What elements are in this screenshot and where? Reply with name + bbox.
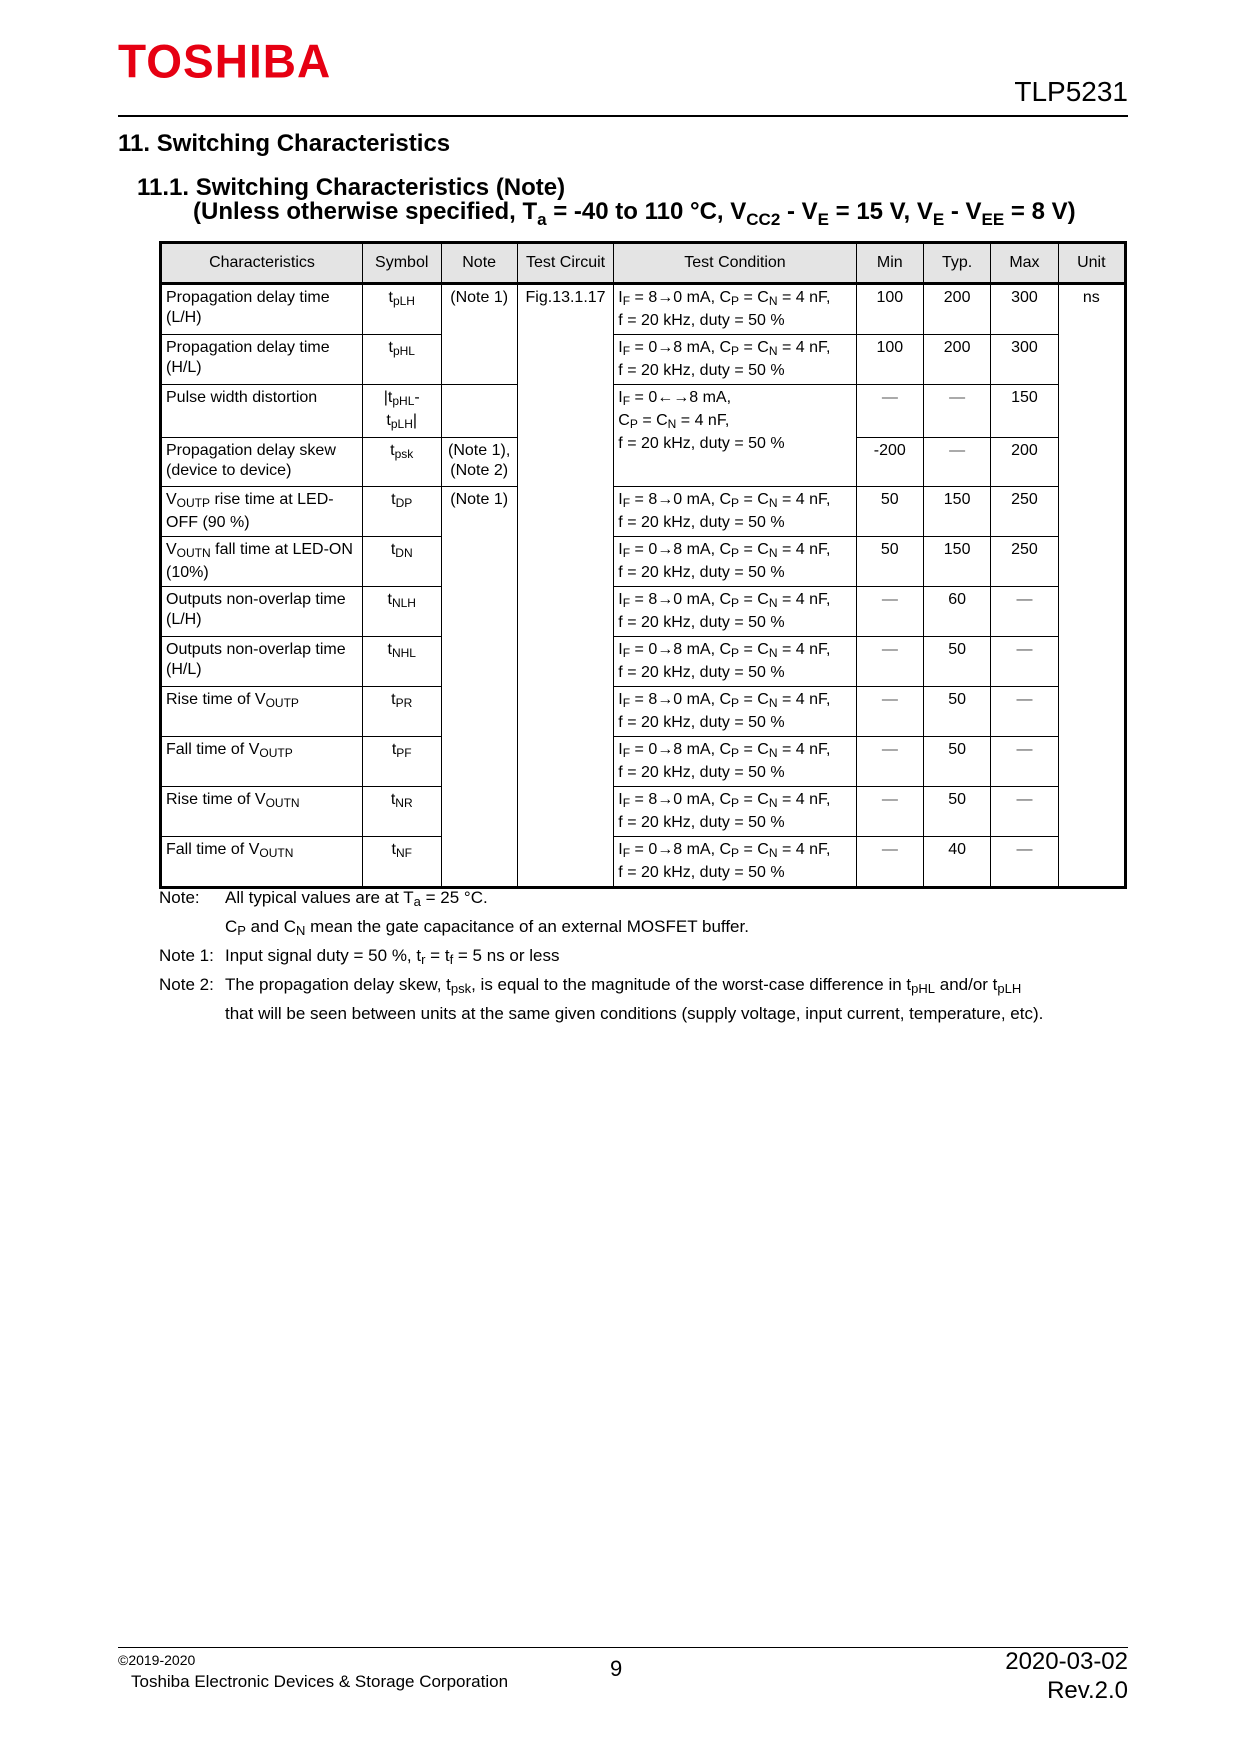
typ-cell: 150 xyxy=(923,487,990,537)
table-row xyxy=(161,687,1126,737)
unit-cell: ns xyxy=(1058,284,1125,888)
typ-cell: — xyxy=(923,438,990,487)
symbol-cell: tDN xyxy=(362,537,441,587)
note2-label: Note 2: xyxy=(159,975,214,994)
note-cell xyxy=(441,385,517,438)
note-text: All typical values are at Ta = 25 °C. xyxy=(225,888,488,909)
table-row xyxy=(161,737,1126,787)
min-cell: — xyxy=(856,787,923,837)
min-cell: — xyxy=(856,587,923,637)
table-row xyxy=(161,637,1126,687)
max-cell: — xyxy=(991,687,1058,737)
header-cell: Test Condition xyxy=(614,243,856,284)
table-row xyxy=(161,487,1126,537)
note-capacitance: CP and CN mean the gate capacitance of an external MOSFET buffer. xyxy=(225,917,749,938)
characteristic-cell: Propagation delay skew (device to device) xyxy=(161,438,363,487)
document-date: 2020-03-02 xyxy=(1005,1648,1128,1675)
symbol-cell: tDP xyxy=(362,487,441,537)
footer-divider xyxy=(118,1647,1128,1648)
table-row xyxy=(161,537,1126,587)
header-cell: Characteristics xyxy=(161,243,363,284)
characteristic-cell: Rise time of VOUTN xyxy=(161,787,363,837)
max-cell: 250 xyxy=(991,487,1058,537)
symbol-cell: tpsk xyxy=(362,438,441,487)
max-cell: — xyxy=(991,787,1058,837)
note-1 xyxy=(159,943,1127,972)
note-cell: (Note 1), (Note 2) xyxy=(441,438,517,487)
note1-label: Note 1: xyxy=(159,946,214,965)
symbol-cell: tNHL xyxy=(362,637,441,687)
symbol-cell: tNF xyxy=(362,837,441,888)
note-general xyxy=(159,885,1127,914)
note-cell: (Note 1) xyxy=(441,284,517,385)
max-cell: 150 xyxy=(991,385,1058,438)
header-cell: Symbol xyxy=(362,243,441,284)
notes-block xyxy=(159,885,1127,1026)
condition-line: (Unless otherwise specified, $T_a = -40$ to 110 °C, $V_{CC2} - V_E = 15$ V, $V_E - V_{EE} = 8$ V) xyxy=(193,198,1076,229)
typ-cell: 50 xyxy=(923,737,990,787)
min-cell: 100 xyxy=(856,284,923,335)
header-cell: Test Circuit xyxy=(517,243,614,284)
characteristic-cell: Propagation delay time (H/L) xyxy=(161,335,363,385)
note-2 xyxy=(159,972,1127,1026)
max-cell: 300 xyxy=(991,284,1058,335)
table-row xyxy=(161,587,1126,637)
min-cell: — xyxy=(856,737,923,787)
characteristic-cell: Fall time of VOUTN xyxy=(161,837,363,888)
min-cell: — xyxy=(856,687,923,737)
company-name: Toshiba Electronic Devices & Storage Corporation xyxy=(131,1672,509,1691)
symbol-cell: tNR xyxy=(362,787,441,837)
document-revision: Rev.2.0 xyxy=(1047,1677,1128,1704)
note-cell: (Note 1) xyxy=(441,487,517,888)
min-cell: — xyxy=(856,385,923,438)
characteristic-cell: VOUTP rise time at LED-OFF (90 %) xyxy=(161,487,363,537)
typ-cell: 50 xyxy=(923,687,990,737)
typ-cell: 60 xyxy=(923,587,990,637)
min-cell: 50 xyxy=(856,537,923,587)
page-number: 9 xyxy=(610,1656,623,1681)
table-row xyxy=(161,335,1126,385)
characteristic-cell: Outputs non-overlap time (H/L) xyxy=(161,637,363,687)
max-cell: 200 xyxy=(991,438,1058,487)
toshiba-logo: TOSHIBA xyxy=(118,34,332,88)
header-cell: Max xyxy=(991,243,1058,284)
characteristic-cell: Fall time of VOUTP xyxy=(161,737,363,787)
test-condition-cell: IF = 0→8 mA, CP = CN = 4 nF, f = 20 kHz, duty = 50 % xyxy=(614,537,856,587)
characteristic-cell: Rise time of VOUTP xyxy=(161,687,363,737)
symbol-cell: tpHL xyxy=(362,335,441,385)
section-title: 11. Switching Characteristics xyxy=(118,130,451,157)
header-cell: Unit xyxy=(1058,243,1125,284)
symbol-cell: |tpHL- tpLH| xyxy=(362,385,441,438)
test-condition-cell: IF = 0→8 mA, CP = CN = 4 nF, f = 20 kHz, duty = 50 % xyxy=(614,637,856,687)
typ-cell: 50 xyxy=(923,637,990,687)
typ-cell: 150 xyxy=(923,537,990,587)
min-cell: 100 xyxy=(856,335,923,385)
test-condition-cell: IF = 8→0 mA, CP = CN = 4 nF, f = 20 kHz, duty = 50 % xyxy=(614,487,856,537)
symbol-cell: tPR xyxy=(362,687,441,737)
header-divider xyxy=(118,115,1128,117)
symbol-cell: tpLH xyxy=(362,284,441,335)
test-condition-cell: IF = 8→0 mA, CP = CN = 4 nF, f = 20 kHz, duty = 50 % xyxy=(614,787,856,837)
test-condition-cell: IF = 0→8 mA, CP = CN = 4 nF, f = 20 kHz, duty = 50 % xyxy=(614,335,856,385)
test-condition-cell: IF = 8→0 mA, CP = CN = 4 nF, f = 20 kHz, duty = 50 % xyxy=(614,284,856,335)
min-cell: — xyxy=(856,637,923,687)
switching-characteristics-table xyxy=(159,241,1127,889)
max-cell: 300 xyxy=(991,335,1058,385)
note1-text: Input signal duty = 50 %, tr = tf = 5 ns or less xyxy=(225,946,560,967)
test-circuit-cell: Fig.13.1.17 xyxy=(517,284,614,888)
symbol-cell: tNLH xyxy=(362,587,441,637)
min-cell: -200 xyxy=(856,438,923,487)
note-label: Note: xyxy=(159,888,200,907)
table-row xyxy=(161,787,1126,837)
table-row xyxy=(161,284,1126,335)
min-cell: — xyxy=(856,837,923,888)
note2-text: The propagation delay skew, tpsk, is equal to the magnitude of the worst-case difference in tpHL and/or tpLH that will be seen between units at the same given conditions (supply voltage, input current, temperature, etc). xyxy=(225,975,1044,1023)
typ-cell: — xyxy=(923,385,990,438)
typ-cell: 40 xyxy=(923,837,990,888)
max-cell: — xyxy=(991,837,1058,888)
characteristic-cell: VOUTN fall time at LED-ON (10%) xyxy=(161,537,363,587)
symbol-cell: tPF xyxy=(362,737,441,787)
test-condition-cell: IF = 0→8 mA, CP = CN = 4 nF, f = 20 kHz, duty = 50 % xyxy=(614,837,856,888)
characteristic-cell: Propagation delay time (L/H) xyxy=(161,284,363,335)
characteristic-cell: Outputs non-overlap time (L/H) xyxy=(161,587,363,637)
test-condition-cell: IF = 0→8 mA, CP = CN = 4 nF, f = 20 kHz, duty = 50 % xyxy=(614,737,856,787)
header-cell: Typ. xyxy=(923,243,990,284)
table-row xyxy=(161,385,1126,438)
test-condition-cell: IF = 0←→8 mA, CP = CN = 4 nF, f = 20 kHz, duty = 50 % xyxy=(614,385,856,487)
copyright-years: ©2019-2020 xyxy=(118,1652,196,1668)
characteristic-cell: Pulse width distortion xyxy=(161,385,363,438)
test-condition-cell: IF = 8→0 mA, CP = CN = 4 nF, f = 20 kHz, duty = 50 % xyxy=(614,687,856,737)
max-cell: — xyxy=(991,737,1058,787)
max-cell: — xyxy=(991,587,1058,637)
part-number: TLP5231 xyxy=(1014,76,1128,107)
header-cell: Min xyxy=(856,243,923,284)
typ-cell: 50 xyxy=(923,787,990,837)
subsection-title: 11.1. Switching Characteristics (Note) xyxy=(137,174,566,201)
typ-cell: 200 xyxy=(923,335,990,385)
table-header-row xyxy=(161,243,1126,284)
min-cell: 50 xyxy=(856,487,923,537)
table-row xyxy=(161,837,1126,888)
max-cell: — xyxy=(991,637,1058,687)
header-cell: Note xyxy=(441,243,517,284)
typ-cell: 200 xyxy=(923,284,990,335)
test-condition-cell: IF = 8→0 mA, CP = CN = 4 nF, f = 20 kHz, duty = 50 % xyxy=(614,587,856,637)
max-cell: 250 xyxy=(991,537,1058,587)
